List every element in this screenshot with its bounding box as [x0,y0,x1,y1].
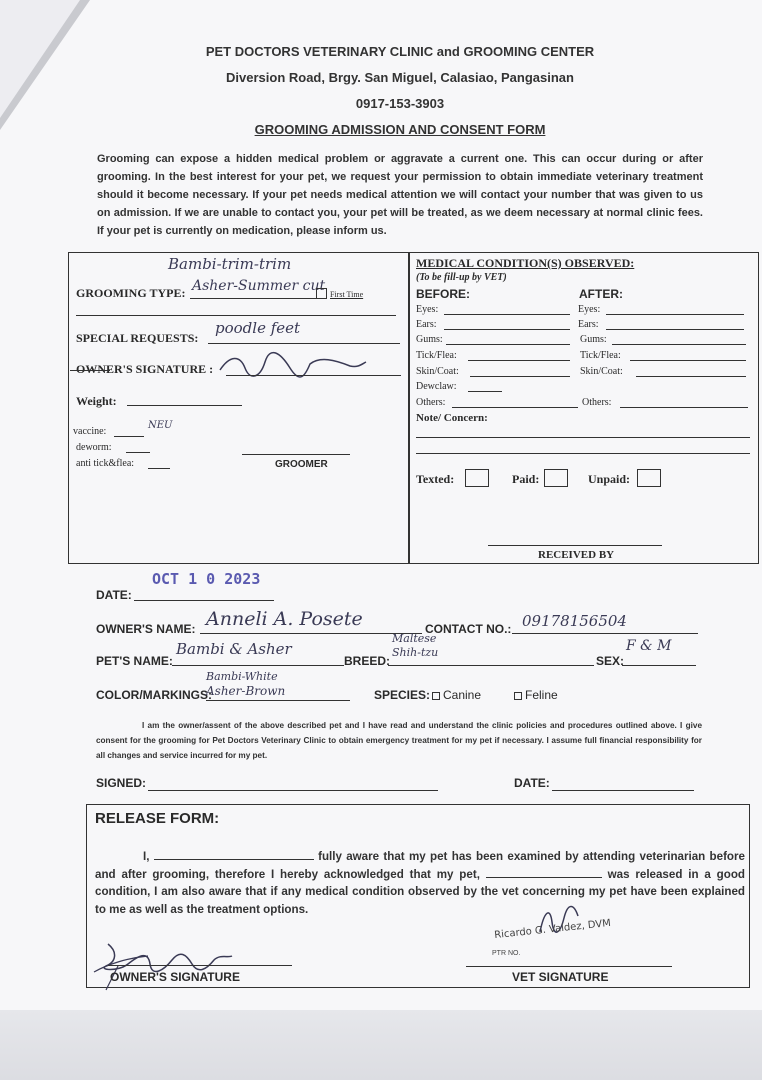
note-line-2[interactable] [416,453,750,454]
weight-line[interactable] [127,405,242,406]
sex-hand: F & M [626,638,672,654]
grooming-type-line[interactable] [190,298,320,299]
ears-before-label: Ears: [416,319,437,330]
pet-name-hand: Bambi & Asher [176,640,292,658]
color-line[interactable] [206,700,350,701]
weight-label: Weight: [76,394,117,408]
contact-label: CONTACT NO.: [425,622,512,636]
others-before-label: Others: [416,397,446,408]
grooming-type-hand-2: Asher-Summer cut [192,278,326,294]
deworm-line[interactable] [126,452,150,453]
clinic-name: PET DOCTORS VETERINARY CLINIC and GROOMING CENTER [205,44,595,59]
intro-paragraph: Grooming can expose a hidden medical problem or aggravate a current one. This can occur during or after grooming. In the best interest for your pet, we request your permission to obtain immediate veterinary treatment should it become necessary. If your pet needs medical attention we will contact your number that was given to us on admission. If we are unable to contact you, your pet will be treated, as we deem necessary at normal clinic fees. If your pet is currently on medication, please inform us. [97,153,703,237]
texted-checkbox[interactable] [465,469,489,487]
texted-label: Texted: [416,472,455,486]
feline-option[interactable] [514,688,558,702]
breed-label: BREED: [344,654,391,668]
before-label: BEFORE: [416,287,470,301]
medical-subtitle: (To be fill-up by VET) [416,272,507,283]
tickflea-after-line[interactable] [630,360,746,361]
tickflea-before-line[interactable] [468,360,570,361]
release-owner-label: OWNER'S SIGNATURE [110,970,240,984]
grooming-type-label: GROOMING TYPE: [76,286,186,300]
owner-name-hand: Anneli A. Posete [206,608,363,630]
owner-signature-label: OWNER'S SIGNATURE : [76,362,214,376]
pet-name-line[interactable] [172,665,344,666]
ears-after-label: Ears: [578,319,599,330]
eyes-after-line[interactable] [606,314,744,315]
signed-line[interactable] [148,790,438,791]
dewclaw-label: Dewclaw: [416,381,457,392]
release-paragraph [95,848,745,918]
ptr-label: PTR NO. [492,950,521,957]
medical-title: MEDICAL CONDITION(S) OBSERVED: [416,256,635,270]
antitick-line[interactable] [148,468,170,469]
paid-checkbox[interactable] [544,469,568,487]
owner-name-line[interactable] [200,633,422,634]
breed-hand-2: Shih-tzu [392,646,439,659]
sex-line[interactable] [622,665,696,666]
gums-after-label: Gums: [580,334,607,345]
date2-label: DATE: [514,776,550,790]
release-owner-line[interactable] [108,965,292,966]
canine-option[interactable] [432,688,481,702]
ears-before-line[interactable] [444,329,570,330]
pet-name-label: PET'S NAME: [96,654,173,668]
date-line[interactable] [134,600,274,601]
vet-signature-line[interactable] [466,966,672,967]
gums-after-line[interactable] [612,344,746,345]
skincoat-after-label: Skin/Coat: [580,366,623,377]
received-by-label: RECEIVED BY [538,549,615,561]
feline-label: Feline [525,688,558,702]
clinic-phone: 0917-153-3903 [355,96,445,111]
special-requests-line[interactable] [208,343,400,344]
owner-signature-line[interactable] [226,375,401,376]
color-hand-2: Asher-Brown [206,684,286,698]
canine-label: Canine [443,688,482,702]
unpaid-label: Unpaid: [588,472,631,486]
paid-label: Paid: [512,472,540,486]
vaccine-hand: NEU [148,420,173,431]
first-time-label: First Time [330,290,364,299]
received-by-line[interactable] [488,545,662,546]
grooming-type-hand-1: Bambi-trim-trim [168,255,292,273]
skincoat-before-line[interactable] [470,376,570,377]
date-stamp: OCT 1 0 2023 [152,570,261,588]
groomer-line[interactable] [242,454,350,455]
unpaid-checkbox[interactable] [637,469,661,487]
clinic-address: Diversion Road, Brgy. San Miguel, Calasiao, Pangasinan [226,70,574,85]
skincoat-after-line[interactable] [636,376,746,377]
strikethrough-mark [70,370,110,371]
eyes-before-label: Eyes: [416,304,439,315]
release-text-1: I, [143,850,150,863]
vet-stamp: Ricardo G. Valdez, DVM [493,917,612,942]
antitick-label: anti tick&flea: [76,458,135,469]
others-after-line[interactable] [620,407,748,408]
groomer-label: GROOMER [275,459,328,470]
gums-before-line[interactable] [446,344,570,345]
breed-line[interactable] [388,665,594,666]
special-requests-hand: poodle feet [215,319,301,337]
consent-paragraph: I am the owner/assent of the above described pet and I have read and understand the clinic policies and procedures outlined above. I give consent for the grooming for Pet Doctors Veterinary Clinic to obtain emergency treatment for my pet if necessary. I assume full financial responsibility for all changes and service incurred for my pet. [96,721,702,760]
special-requests-label: SPECIAL REQUESTS: [76,331,199,345]
date2-line[interactable] [552,790,694,791]
vaccine-label: vaccine: [73,426,107,437]
color-label: COLOR/MARKINGS: [96,688,212,702]
color-hand-1: Bambi-White [206,670,278,683]
release-name-blank[interactable] [154,849,314,860]
contact-line[interactable] [512,633,698,634]
after-label: AFTER: [579,287,623,301]
release-pet-blank[interactable] [486,867,602,878]
ears-after-line[interactable] [606,329,744,330]
signed-label: SIGNED: [96,776,147,790]
feline-checkbox[interactable] [514,692,522,700]
note-label: Note/ Concern: [416,412,488,424]
form-title: GROOMING ADMISSION AND CONSENT FORM [254,122,546,137]
release-text-2: fully aware that my pet has been examined by attending veterinarian before and after grooming, therefore I hereby acknowledged that my pet, [95,850,745,881]
owner-name-label: OWNER'S NAME: [96,622,196,636]
skincoat-before-label: Skin/Coat: [416,366,459,377]
vet-signature-label: VET SIGNATURE [512,970,609,984]
sex-label: SEX: [596,654,625,668]
page-bottom-shadow [0,1010,762,1080]
canine-checkbox[interactable] [432,692,440,700]
vaccine-line[interactable] [114,436,144,437]
tickflea-before-label: Tick/Flea: [416,350,457,361]
contact-hand: 09178156504 [522,612,627,630]
species-label: SPECIES: [374,688,431,702]
date-label: DATE: [96,588,132,602]
first-time-checkbox[interactable] [316,288,327,299]
grooming-blank-line[interactable] [76,315,396,316]
release-text-3: was released in a good condition, I am also aware that if any medical condition observed by the vet concerning my pet have been explained to me as well as the treatment options. [95,867,745,916]
others-before-line[interactable] [452,407,578,408]
breed-hand-1: Maltese [392,632,437,645]
note-line-1[interactable] [416,437,750,438]
dewclaw-line[interactable] [468,391,502,392]
deworm-label: deworm: [76,442,112,453]
eyes-after-label: Eyes: [578,304,601,315]
gums-before-label: Gums: [416,334,443,345]
others-after-label: Others: [582,397,612,408]
release-title: RELEASE FORM: [95,810,220,827]
tickflea-after-label: Tick/Flea: [580,350,621,361]
eyes-before-line[interactable] [444,314,570,315]
